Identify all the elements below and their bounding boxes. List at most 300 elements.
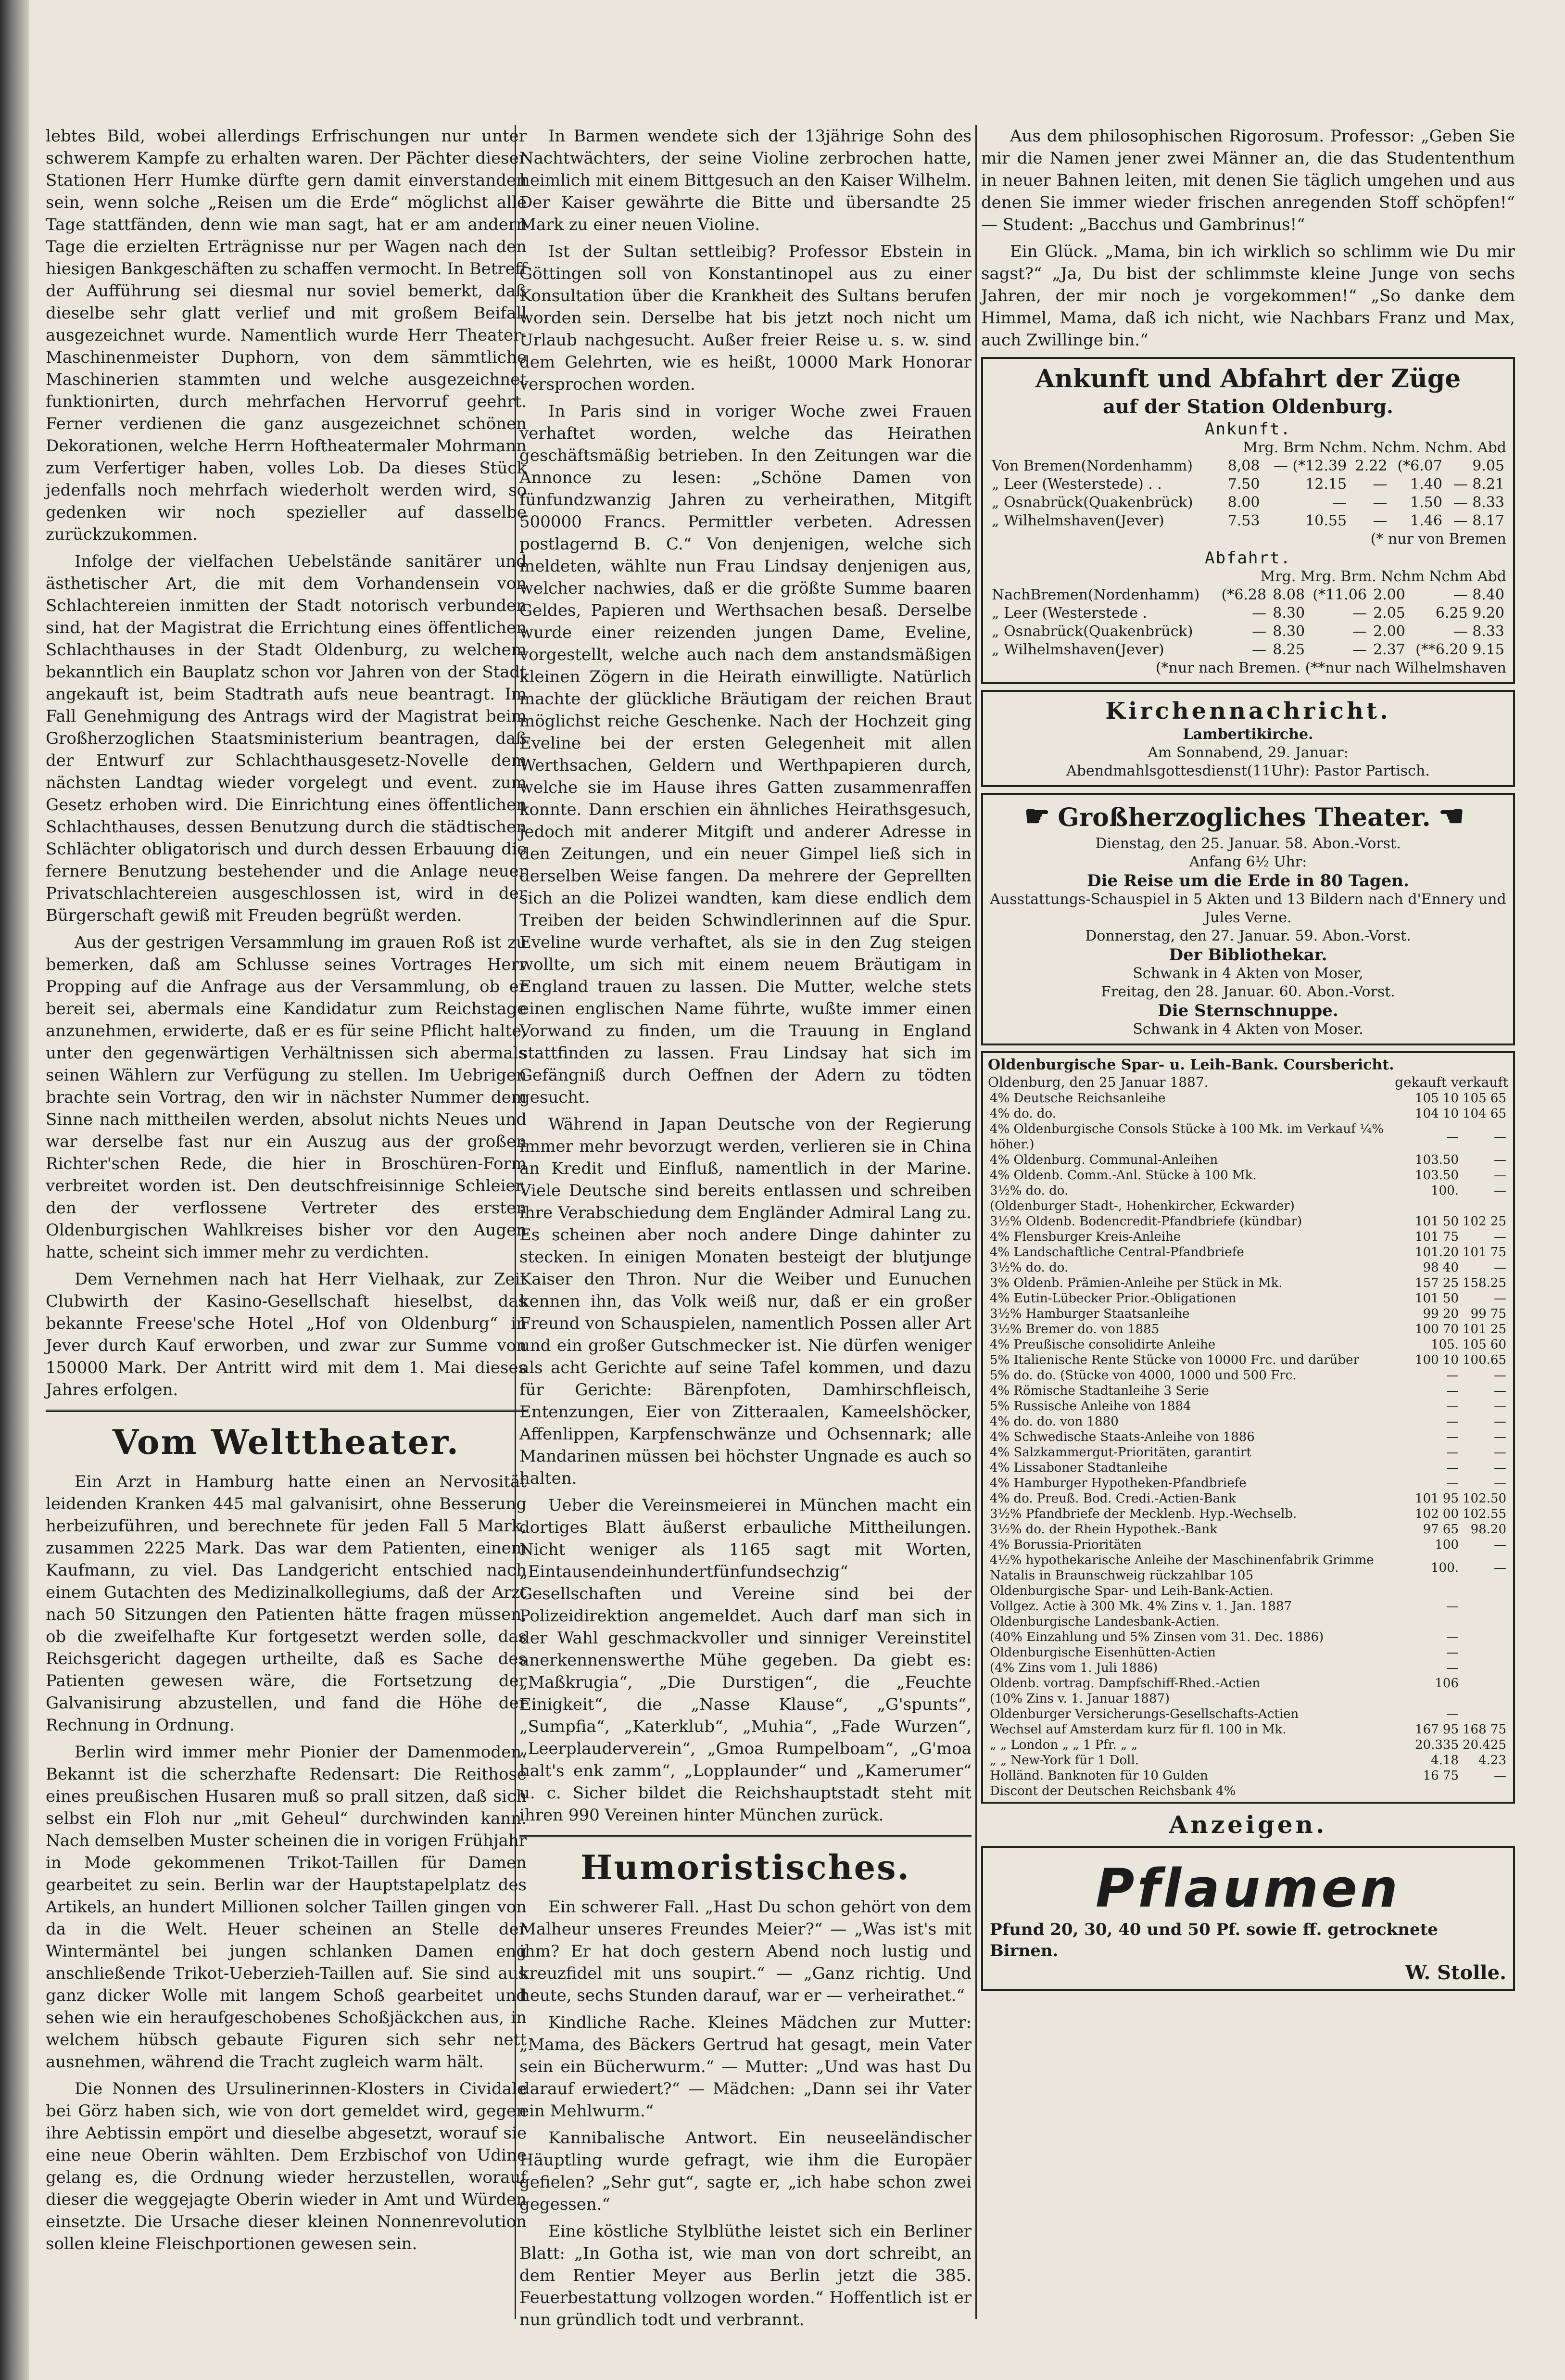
table-row: [988, 1491, 1508, 1506]
table-row: [988, 1337, 1508, 1352]
table-cell: 158.25: [1463, 1276, 1506, 1290]
table-cell: —: [1494, 1291, 1506, 1306]
theater-play-title: Der Bibliothekar.: [1169, 945, 1327, 965]
table-cell: 3½% do. do.: [990, 1184, 1069, 1198]
article-text: Ueber die Vereinsmeierei in München macht ein dortiges Blatt äußerst erbauliche Mittheilungen. Nicht weniger als 1165 sagt mit Worten, „Eintausendeinhundertfünfundsechzig“ Gesellschaften und Vereine sind bei der Polizeidirektion angemeldet. Auch darf man sich in der Wahl geschmackvoller und sinniger Vereinstitel anerkennenswerthe Mühe gegeben. Da giebt es: „Maßkrugia“, „Die Durstigen“, die „Feuchte Einigkeit“, die „Nasse Klause“, „G'spunts“, „Sumpfia“, „Katerklub“, „Muhia“, „Fade Wurzen“, „Leerplauderverein“, „Gmoa Rumpelboam“, „G'moa halt's enk zamm“, „Lopplaunder“ und „Kamerumer“ u. c. Sicher bildet die Reichshauptstadt steht mit ihren 990 Vereinen hinter München zurück.: [519, 1496, 972, 1825]
table-cell: 167 95: [1415, 1722, 1459, 1737]
table-cell: [1461, 1583, 1508, 1599]
table-cell: —: [1494, 1168, 1506, 1183]
table-cell: [1461, 1676, 1508, 1691]
table-cell: 100.65: [1463, 1353, 1506, 1367]
table-cell: —: [1252, 623, 1267, 640]
table-cell: 4% Deutsche Reichsanleihe: [990, 1091, 1166, 1106]
article-text: Infolge der vielfachen Uebelstände sanitärer und ästhetischer Art, die mit dem Vorhandensein von Schlachtereien inmitten der Stadt notorisch verbunden sind, hat der Magistrat die Errichtung eines öffentlichen Schlachthauses in der Stadt Oldenburg, zu welchem bekanntlich ein Bauplatz schon vor Jahren von der Stadt angekauft ist, beim Stadtrath aufs neue beantragt. Im Fall Genehmigung des Antrags wird der Magistrat beim Großherzoglichen Staatsministerium beantragen, daß der Entwurf zur Schlachthausgesetz-Novelle dem nächsten Landtag wieder vorgelegt und event. zum Gesetz erhoben wird. Die Einrichtung eines öffentlichen Schlachthauses, dessen Benutzung durch die städtischen Schlächter obligatorisch und durch dessen Erbauung die fernere Benutzung bestehender und die Anlage neuer Privatschlachtereien ausgeschlossen ist, wird in der Bürgerschaft gewiß mit Freuden begrüßt werden.: [46, 552, 527, 925]
table-cell: 101 25: [1463, 1322, 1506, 1336]
table-cell: [1413, 1198, 1461, 1214]
joke-text: Kindliche Rache. Kleines Mädchen zur Mutter: „Mama, des Bäckers Gertrud hat gesagt, mein Vater sein ein Bücherwurm.“ — Mutter: „Und was hast Du darauf erwiedert?“ — Mädchen: „Dann sei ihr Vater ein Mehlwurm.“: [519, 2013, 972, 2121]
ads-title: Anzeigen.: [1169, 1810, 1327, 1839]
table-cell: —: [1494, 1384, 1506, 1398]
table-cell: 8.30: [1273, 605, 1305, 622]
table-cell: Oldenburgische Eisenhütten-Actien: [990, 1645, 1216, 1660]
article-text: In Barmen wendete sich der 13jährige Sohn des Nachtwächters, der seine Violine zerbrochen hatte, heimlich mit einem Bittgesuch an den Kaiser Wilhelm. Der Kaiser gewährte die Bitte und übersandte 25 Mark zu einer neuen Violine.: [519, 127, 972, 234]
table-cell: 103.50: [1415, 1168, 1459, 1183]
table-cell: —: [1446, 1461, 1459, 1475]
table-row: [990, 457, 1506, 475]
church-service: Abendmahlsgottesdienst(11Uhr): Pastor Partisch.: [1066, 763, 1430, 779]
table-cell: —: [1494, 1445, 1506, 1460]
table-cell: —: [1446, 1707, 1459, 1721]
table-cell: 2.05: [1373, 605, 1405, 622]
table-row: [988, 1599, 1508, 1614]
theater-line: Ausstattungs-Schauspiel in 5 Akten und 13 Bildern nach d'Ennery und Jules Verne.: [990, 891, 1506, 926]
table-cell: 4% Flensburger Kreis-Anleihe: [990, 1230, 1181, 1244]
column-3: [981, 125, 1515, 1997]
table-cell: —: [1332, 494, 1347, 511]
table-cell: „ Leer (Westerstede) . .: [992, 476, 1162, 493]
table-cell: [1413, 1583, 1461, 1599]
table-cell: [1461, 1614, 1508, 1629]
table-cell: —: [1494, 1230, 1506, 1244]
table-cell: (*6.07: [1397, 458, 1442, 474]
theater-line: Donnerstag, den 27. Januar. 59. Abon.-Vorst.: [1085, 928, 1411, 944]
table-cell: —: [1446, 1130, 1459, 1144]
column-header-sold: verkauft: [1451, 1074, 1508, 1090]
table-cell: 105.: [1431, 1337, 1459, 1352]
church-date: Am Sonnabend, 29. Januar:: [1148, 744, 1349, 761]
table-cell: 3% Oldenb. Prämien-Anleihe per Stück in Mk.: [990, 1276, 1283, 1290]
theater-play-title: Die Reise um die Erde in 80 Tagen.: [1087, 871, 1409, 891]
table-row: [988, 1383, 1508, 1399]
table-cell: 6.25 9.20: [1435, 605, 1504, 622]
table-row: [990, 641, 1506, 659]
theater-line: Schwank in 4 Akten von Moser,: [1133, 965, 1363, 982]
table-cell: 106: [1435, 1676, 1459, 1691]
train-title: Ankunft und Abfahrt der Züge: [1035, 364, 1461, 394]
table-cell: Von Bremen(Nordenhamm): [992, 458, 1193, 474]
table-cell: „ Wilhelmshaven(Jever): [992, 641, 1164, 658]
ad-box: [981, 1846, 1515, 1991]
table-cell: 102 00: [1415, 1507, 1459, 1521]
table-cell: 105 65: [1463, 1091, 1506, 1106]
article-text: Berlin wird immer mehr Pionier der Damenmoden. Bekannt ist die scherzhafte Redensart: Die Reithose eines preußischen Husaren muß so prall sitzen, daß sich selbst ein Floh nur „mit Geheul“ durchwinden kann. Nach demselben Muster scheinen die in vorigen Frühjahr in Mode gekommenen Trikot-Taillen für Damen gearbeitet zu sein. Berlin war der Hauptstapelplatz des Artikels, an hundert Millionen solcher Taillen gingen von da in die Welt. Heuer scheinen an Stelle der Wintermäntel bei jungen schlanken Damen eng anschließende Trikot-Ueberzieh-Taillen auf. Sie sind aus ganz dicker Wolle mit langem Schoß gearbeitet und sehen wie ein heraufgeschobenes Schoßjäckchen aus, in welchem hübsch gebaute Figuren sich sehr nett ausnehmen, während die Tracht zugleich warm hält.: [46, 1743, 527, 2072]
table-cell: 101 50: [1415, 1214, 1459, 1229]
table-row: [988, 1306, 1508, 1322]
table-cell: 3½% Hamburger Staatsanleihe: [990, 1307, 1190, 1321]
table-row: [988, 1260, 1508, 1275]
table-cell: „ Wilhelmshaven(Jever): [992, 512, 1164, 529]
table-cell: 4% Borussia-Prioritäten: [990, 1538, 1142, 1552]
table-row: [988, 1152, 1508, 1168]
table-cell: 4% Preußische consolidirte Anleihe: [990, 1337, 1216, 1352]
table-cell: 99 75: [1470, 1307, 1506, 1321]
table-row: [988, 1691, 1508, 1706]
table-cell: [1461, 1645, 1508, 1660]
table-cell: 4% Hamburger Hypotheken-Pfandbriefe: [990, 1476, 1247, 1490]
table-cell: 100 10: [1415, 1353, 1459, 1367]
table-cell: 4% Landschaftliche Central-Pfandbriefe: [990, 1245, 1244, 1260]
table-cell: —: [1494, 1476, 1506, 1490]
table-cell: 99 20: [1423, 1307, 1459, 1321]
table-cell: 3½% do. do.: [990, 1260, 1069, 1275]
table-cell: 8,08: [1227, 458, 1260, 474]
table-cell: Oldenburgische Landesbank-Actien.: [990, 1615, 1220, 1629]
table-row: [988, 1168, 1508, 1183]
article-text: Dem Vernehmen nach hat Herr Vielhaak, zur Zeit Clubwirth der Kasino-Gesellschaft hieselbst, das bekannte Freese'sche Hotel „Hof von Oldenburg“ in Jever durch Kauf erworben, und zwar zur Summe von 150000 Mark. Der Antritt wird mit dem 1. Mai dieses Jahres erfolgen.: [46, 1270, 527, 1400]
article-text: Die Nonnen des Ursulinerinnen-Klosters in Cividale bei Görz haben sich, wie von dort gemeldet wird, gegen ihre Aebtissin empört und dieselbe abgesetzt, worauf sie eine neue Oberin wählten. Dem Erzbischof von Udine gelang es, die Ordnung wieder herzustellen, worauf dieser die weggejagte Oberin wieder in Amt und Würden einsetzte. Die Ursache dieser kleinen Nonnenrevolution sollen kleine Fleischportionen gewesen sein.: [46, 2079, 527, 2253]
table-cell: „ Osnabrück(Quakenbrück): [992, 623, 1193, 640]
table-cell: 4% Römische Stadtanleihe 3 Serie: [990, 1384, 1209, 1398]
table-row: [990, 623, 1506, 641]
table-row: [988, 1583, 1508, 1599]
article-text: In Paris sind in voriger Woche zwei Frauen verhaftet worden, welche das Heirathen geschäftsmäßig betrieben. In den Zeitungen war die Annonce zu lesen: „Schöne Damen von fünfundzwanzig Jahren zu verheirathen, Mitgift 500000 Francs. Permittler verbeten. Adressen postlagernd B. C.“ Von denjenigen, welche sich meldeten, wählte nun Frau Lindsay denjenigen aus, welcher nachwies, daß er die größte Summe baaren Geldes, Papieren und Werthsachen besaß. Derselbe wurde einer reizenden jungen Dame, Eveline, vorgestellt, welche auch nach dem anstandsmäßigen kleinen Zögern in die Heirath einwilligte. Natürlich machte der glückliche Bräutigam der reichen Braut möglichst reiche Geschenke. Nach der Hochzeit ging Eveline bei der ersten Gelegenheit mit allen Werthsachen, Geldern und Werthpapieren durch, welche sie im Hause ihres Gatten zusammenraffen konnte. Dann erschien ein ähnliches Heirathsgesuch, jedoch mit anderer Mitgift und anderer Adresse in den Zeitungen, und ein neuer Gimpel ließ sich in derselben Weise fangen. Da mehrere der Geprellten sich an die Polizei wandten, kam diese endlich dem Treiben der beiden Schwindlerinnen auf die Spur. Eveline wurde verhaftet, als sie in den Zug steigen wollte, um sich mit einem neuem Bräutigam in England trauen zu lassen. Die Mutter, welche stets einen englischen Name führte, wußte immer einen Vorwand zu finden, um die Trauung in England stattfinden zu lassen. Frau Lindsay hat sich im Gefängniß durch Oeffnen der Adern zu tödten gesucht.: [519, 402, 972, 1107]
table-cell: —: [1373, 476, 1388, 493]
table-cell: 2.00: [1373, 623, 1405, 640]
table-row: [988, 1183, 1508, 1198]
table-cell: [1461, 1660, 1508, 1676]
table-row: [988, 1399, 1508, 1414]
table-cell: —: [1494, 1184, 1506, 1198]
table-row: [988, 1106, 1508, 1121]
article-text: Aus der gestrigen Versammlung im grauen Roß ist zu bemerken, daß am Schlusse seines Vortrages Herr Propping auf die Anfrage aus der Versammlung, ob er bereit sei, abermals eine Kandidatur zum Reichstage anzunehmen, erwiderte, daß er es für seine Pflicht halte, unter den gegenwärtigen Verhältnissen sich abermals seinen Wählern zur Verfügung zu stellen. Im Uebrigen brachte sein Vortrag, den wir in nächster Nummer dem Sinne nach mittheilen werden, absolut nichts Neues und war derselbe fast nur ein Auszug aus der großen Richter'schen Rede, die hier in Broschüren-Form verbreitet worden ist. Den deutschfreisinnige Schleier, den der verflossene Vertreter des ersten Oldenburgischen Wahlkreises bisher vor den Augen hatte, scheint sich immer mehr zu verdichten.: [46, 933, 527, 1262]
table-row: [988, 1737, 1508, 1753]
table-cell: —: [1352, 641, 1367, 658]
table-row: [988, 1768, 1508, 1783]
table-cell: 102 25: [1463, 1214, 1506, 1229]
bank-title: Oldenburgische Spar- u. Leih-Bank. Coursbericht.: [988, 1056, 1394, 1073]
joke-text: Kannibalische Antwort. Ein neuseeländischer Häuptling wurde gefragt, wie ihm die Europäer gefielen? „Sehr gut“, sagte er, „ich habe schon zwei gegessen.“: [519, 2128, 972, 2214]
column-header-bought: gekauft: [1395, 1074, 1447, 1090]
table-cell: 4% do. Preuß. Bod. Credi.-Actien-Bank: [990, 1491, 1236, 1506]
theater-line: Anfang 6½ Uhr:: [1189, 853, 1307, 870]
table-cell: 3½% Bremer do. von 1885: [990, 1322, 1160, 1336]
table-cell: [1461, 1691, 1508, 1706]
bank-rates: [981, 1051, 1515, 1804]
arrival-columns: Mrg. Brm Nchm. Nchm. Nchm. Abd: [1243, 439, 1506, 456]
table-cell: (10% Zins v. 1. Januar 1887): [990, 1692, 1170, 1706]
table-cell: 16 75: [1423, 1769, 1459, 1783]
table-cell: —: [1373, 494, 1388, 511]
table-cell: [1413, 1691, 1461, 1706]
table-cell: 4% Oldenburgische Consols Stücke à 100 Mk. im Verkauf ¼% höher.): [990, 1122, 1384, 1152]
table-cell: 4% Lissaboner Stadtanleihe: [990, 1461, 1168, 1475]
table-cell: —: [1446, 1445, 1459, 1460]
article-text: Während in Japan Deutsche von der Regierung immer mehr bevorzugt werden, verlieren sie in China an Kredit und Einfluß, namentlich in der Marine. Viele Deutsche sind bereits entlassen und schreiben ihre Verabschiedung dem Engländer Admiral Lang zu. Es scheinen aber noch andere Dinge dahinter zu stecken. In einigen Monaten besteigt der blutjunge Kaiser den Thron. Nur die Weiber und Eunuchen kennen ihn, das Volk weiß nur, daß er ein großer Freund von Schauspielen, namentlich Possen aller Art und ein großer Gutschmecker ist. Nie dürfen weniger als acht Gerichte auf seine Tafel kommen, und dazu für Gerichte: Bärenpfoten, Damhirschfleisch, Entenzungen, Eier von Zitteraalen, Kameelshöcker, Affenlippen, Karpfenschwänze und Ochsennark; alle Mandarinen müssen bei höchster Ungnade es auch so halten.: [519, 1115, 972, 1488]
table-cell: 4.18: [1431, 1753, 1459, 1768]
table-cell: —: [1352, 605, 1367, 622]
table-cell: [1461, 1706, 1508, 1722]
table-cell: [1413, 1783, 1461, 1799]
table-cell: —: [1494, 1153, 1506, 1167]
table-cell: „ Leer (Westerstede .: [992, 605, 1148, 622]
table-cell: 4% Oldenb. Comm.-Anl. Stücke à 100 Mk.: [990, 1168, 1257, 1183]
table-cell: 3½% do. der Rhein Hypothek.-Bank: [990, 1522, 1217, 1537]
arrival-note: (* nur von Bremen: [1370, 531, 1506, 547]
table-cell: —: [1446, 1630, 1459, 1644]
table-cell: 4% Salzkammergut-Prioritäten, garantirt: [990, 1445, 1251, 1460]
table-cell: 4½% hypothekarische Anleihe der Maschinenfabrik Grimme Natalis in Braunschweig rückzahlbar 105: [990, 1553, 1374, 1583]
theater-notice: [981, 793, 1515, 1045]
table-row: [988, 1706, 1508, 1722]
table-row: [990, 475, 1506, 494]
table-cell: —: [1446, 1384, 1459, 1398]
table-row: [988, 1121, 1508, 1152]
table-cell: — 8.40: [1453, 586, 1504, 603]
joke-text: Ein Glück. „Mama, bin ich wirklich so schlimm wie Du mir sagst?“ „Ja, Du bist der schlimmste kleine Junge von sechs Jahren, der mir noch je vorgekommen!“ „So danke dem Himmel, Mama, daß ich nicht, wie Nachbars Franz und Max, auch Zwillinge bin.“: [981, 242, 1515, 350]
table-cell: 12.15: [1305, 476, 1347, 493]
page-binding-edge: [0, 0, 29, 2380]
table-row: [988, 1460, 1508, 1476]
section-rule: [46, 1410, 527, 1412]
article-text: lebtes Bild, wobei allerdings Erfrischungen nur unter schwerem Kampfe zu erhalten waren. Der Pächter dieser Stationen Herr Humke dürfte gern damit einverstanden sein, wenn solche „Reisen um die Erde“ möglichst alle Tage stattfänden, denn wie man sagt, hat er am andern Tage die erzielten Erträgnisse nur per Wagen nach den hiesigen Bankgeschäften zu schaffen vermocht. In Betreff der Aufführung sei diesmal nur soviel bemerkt, daß dieselbe sehr glatt verlief und mit großem Beifall ausgezeichnet wurde. Namentlich wurde Herr Theater-Maschinenmeister Duphorn, von dem sämmtliche Maschinerien stammten und welche ausgezeichnet funktionirten, durch mehrfachen Hervorruf geehrt. Ferner verdienen die ganz ausgezeichnet schönen Dekorationen, welche Herrn Hoftheatermaler Mohrmann zum Verfertiger haben, volles Lob. Da dieses Stück jedenfalls noch mehrfach wiederholt werden wird, so gedenken wir noch spezieller auf dasselbe zurückzukommen.: [46, 127, 527, 544]
table-row: [988, 1660, 1508, 1676]
pointing-hand-icon: ☛: [1438, 800, 1464, 833]
table-cell: 97 65: [1423, 1522, 1459, 1537]
table-cell: 4% Oldenburg. Communal-Anleihen: [990, 1153, 1218, 1167]
ad-signature: W. Stolle.: [1405, 1961, 1506, 1984]
article-text: Ein Arzt in Hamburg hatte einen an Nervosität leidenden Kranken 445 mal galvanisirt, ohne Besserung herbeizuführen, und berechnete für jeden Fall 5 Mark, zusammen 2225 Mark. Das war dem Patienten, einem Kaufmann, zu viel. Das Landgericht entschied nach einem Gutachten des Medizinalkollegiums, daß der Arzt nach 50 Sitzungen den Patienten hätte fragen müssen, ob die zweifelhafte Kur fortgesetzt werden solle, das Reichsgericht dagegen urtheilte, daß es Sache des Patienten gewesen wäre, die Fortsetzung der Galvanisirung abzustellen, und fand die Höhe der Rechnung in Ordnung.: [46, 1472, 527, 1735]
table-cell: 10.55: [1305, 512, 1347, 529]
table-cell: —: [1446, 1599, 1459, 1614]
table-row: [988, 1676, 1508, 1691]
table-cell: Vollgez. Actie à 300 Mk. 4% Zins v. 1. Jan. 1887: [990, 1599, 1292, 1614]
table-cell: 5% Italienische Rente Stücke von 10000 Frc. und darüber: [990, 1353, 1359, 1367]
table-cell: — 8.21: [1453, 476, 1504, 493]
table-cell: Oldenb. vortrag. Dampfschiff-Rhed.-Actien: [990, 1676, 1261, 1691]
table-cell: 101 50: [1415, 1291, 1459, 1306]
table-cell: 1.50: [1410, 494, 1442, 511]
table-cell: —: [1446, 1476, 1459, 1490]
table-cell: —: [1446, 1430, 1459, 1444]
section-heading: Vom Welttheater.: [112, 1422, 460, 1462]
table-cell: (**6.20 9.15: [1415, 641, 1504, 658]
table-row: [988, 1214, 1508, 1229]
table-cell: 102.50: [1463, 1491, 1506, 1506]
table-cell: 20.425: [1463, 1738, 1506, 1752]
table-cell: Oldenburgische Spar- und Leih-Bank-Actien.: [990, 1584, 1274, 1598]
table-cell: [1461, 1783, 1508, 1799]
table-cell: Oldenburger Versicherungs-Gesellschafts-Actien: [990, 1707, 1299, 1721]
table-cell: 100.: [1431, 1561, 1459, 1575]
table-cell: 8.30: [1273, 623, 1305, 640]
table-cell: 7.53: [1227, 512, 1260, 529]
table-cell: —: [1352, 623, 1367, 640]
table-cell: 9.05: [1472, 458, 1504, 474]
table-cell: 20.335: [1415, 1738, 1459, 1752]
table-cell: 2.37: [1373, 641, 1405, 658]
theater-line: Schwank in 4 Akten von Moser.: [1133, 1021, 1363, 1038]
departure-note: (*nur nach Bremen. (**nur nach Wilhelmshaven: [1155, 660, 1506, 676]
theater-play-title: Die Sternschnuppe.: [1158, 1001, 1338, 1020]
section-heading: Humoristisches.: [581, 1847, 910, 1887]
table-cell: 103.50: [1415, 1153, 1459, 1167]
table-row: [990, 604, 1506, 623]
table-row: [988, 1614, 1508, 1629]
theater-line: Freitag, den 28. Januar. 60. Abon.-Vorst.: [1101, 983, 1395, 1000]
table-row: [988, 1522, 1508, 1537]
table-cell: Holländ. Banknoten für 10 Gulden: [990, 1769, 1208, 1783]
table-cell: —: [1494, 1561, 1506, 1575]
table-row: [988, 1322, 1508, 1337]
ad-headline: Pflaumen: [1095, 1858, 1401, 1919]
table-cell: 1.46: [1410, 512, 1442, 529]
church-title: Kirchennachricht.: [1105, 698, 1391, 725]
table-cell: [1413, 1614, 1461, 1629]
table-cell: (4% Zins vom 1. Juli 1886): [990, 1661, 1158, 1675]
table-cell: 157 25: [1415, 1276, 1459, 1290]
departure-heading: Abfahrt.: [1205, 548, 1291, 568]
table-cell: Discont der Deutschen Reichsbank 4%: [990, 1784, 1236, 1798]
table-cell: 4% do. do.: [990, 1107, 1056, 1121]
table-cell: —: [1494, 1368, 1506, 1383]
table-cell: 100 70: [1415, 1322, 1459, 1336]
table-cell: 4% Eutin-Lübecker Prior.-Obligationen: [990, 1291, 1237, 1306]
table-cell: (*6.28: [1221, 586, 1267, 603]
ad-text: Pfund 20, 30, 40 und 50 Pf. sowie ff. getrocknete Birnen.: [990, 1920, 1438, 1960]
table-cell: — (*12.39: [1273, 458, 1347, 474]
table-cell: — 8.17: [1453, 512, 1504, 529]
ads-section: [981, 1809, 1515, 1991]
table-cell: 104 10: [1415, 1107, 1459, 1121]
table-cell: 4% do. do. von 1880: [990, 1414, 1119, 1429]
table-cell: 2.22: [1355, 458, 1388, 474]
table-cell: — 8.33: [1453, 623, 1504, 640]
table-row: [988, 1368, 1508, 1383]
table-cell: 4.23: [1478, 1753, 1506, 1768]
section-rule: [519, 1835, 972, 1837]
bank-date: Oldenburg, den 25 Januar 1887.: [988, 1074, 1209, 1090]
table-row: [988, 1783, 1508, 1799]
table-cell: 2.00: [1373, 586, 1405, 603]
table-cell: 105 60: [1463, 1337, 1506, 1352]
table-cell: 1.40: [1410, 476, 1442, 493]
table-cell: 98.20: [1470, 1522, 1506, 1537]
table-row: [988, 1645, 1508, 1660]
table-cell: 4% Schwedische Staats-Anleihe von 1886: [990, 1430, 1255, 1444]
table-cell: —: [1446, 1399, 1459, 1413]
table-row: [988, 1091, 1508, 1106]
table-row: [988, 1245, 1508, 1260]
train-subtitle: auf der Station Oldenburg.: [1103, 395, 1393, 418]
table-cell: —: [1494, 1461, 1506, 1475]
table-cell: (*11.06: [1313, 586, 1367, 603]
table-cell: Wechsel auf Amsterdam kurz für fl. 100 in Mk.: [990, 1722, 1287, 1737]
table-row: [988, 1291, 1508, 1306]
table-cell: „ „ New-York für 1 Doll.: [990, 1753, 1139, 1768]
table-cell: 101 75: [1463, 1245, 1506, 1260]
table-row: [988, 1445, 1508, 1460]
table-cell: —: [1252, 605, 1267, 622]
table-cell: —: [1252, 641, 1267, 658]
table-cell: 7.50: [1227, 476, 1260, 493]
table-cell: 100.: [1431, 1184, 1459, 1198]
church-notice: [981, 690, 1515, 787]
table-cell: [1461, 1629, 1508, 1645]
table-cell: —: [1494, 1260, 1506, 1275]
table-cell: 168 75: [1463, 1722, 1506, 1737]
column-divider: [975, 125, 977, 2319]
table-cell: 104 65: [1463, 1107, 1506, 1121]
table-row: [988, 1429, 1508, 1445]
table-cell: —: [1446, 1414, 1459, 1429]
train-schedule: [981, 357, 1515, 684]
table-row: [990, 512, 1506, 530]
table-cell: 3½% Pfandbriefe der Mecklenb. Hyp.-Wechselb.: [990, 1507, 1297, 1521]
joke-text: Eine köstliche Stylblüthe leistet sich ein Berliner Blatt: „In Gotha ist, wie man von dort schreibt, an dem Rentier Meyer aus Berlin jetzt die 385. Feuerbestattung vollzogen worden.“ Hoffentlich ist er nun gründlich todt und verbrannt.: [519, 2222, 972, 2329]
table-cell: 98 40: [1423, 1260, 1459, 1275]
table-row: [988, 1553, 1508, 1583]
table-row: [990, 586, 1506, 604]
table-row: [988, 1198, 1508, 1214]
table-cell: [1461, 1198, 1508, 1214]
article-text: Ist der Sultan settleibig? Professor Ebstein in Göttingen soll von Konstantinopel aus zu einer Konsultation über die Krankheit des Sultans berufen worden sein. Derselbe hat bis jetzt noch nicht um Urlaub nachgesucht. Außer freier Reise u. s. w. sind dem Gelehrten, wie es heißt, 10000 Mark Honorar versprochen worden.: [519, 242, 972, 394]
column-1: [46, 125, 527, 2260]
table-row: [988, 1506, 1508, 1522]
table-cell: „ Osnabrück(Quakenbrück): [992, 494, 1193, 511]
column-2: [519, 125, 972, 2336]
table-cell: 3½% Oldenb. Bodencredit-Pfandbriefe (kündbar): [990, 1214, 1302, 1229]
table-cell: 105 10: [1415, 1091, 1459, 1106]
table-cell: „ „ London „ „ 1 Pfr. „ „: [990, 1738, 1138, 1752]
table-row: [988, 1275, 1508, 1291]
table-cell: [1461, 1599, 1508, 1614]
bank-table: [988, 1091, 1508, 1799]
table-cell: (Oldenburger Stadt-, Hohenkircher, Eckwarder): [990, 1199, 1295, 1213]
table-cell: 8.25: [1273, 641, 1305, 658]
table-row: [988, 1414, 1508, 1429]
table-cell: 102.55: [1463, 1507, 1506, 1521]
departure-table: [990, 586, 1506, 659]
table-cell: —: [1494, 1130, 1506, 1144]
table-cell: 8.08: [1273, 586, 1305, 603]
table-cell: — 8.33: [1453, 494, 1504, 511]
table-cell: —: [1494, 1769, 1506, 1783]
table-row: [988, 1352, 1508, 1368]
table-cell: NachBremen(Nordenhamm): [992, 586, 1200, 603]
theater-line: Dienstag, den 25. Januar. 58. Abon.-Vorst.: [1095, 835, 1401, 852]
table-row: [988, 1722, 1508, 1737]
pointing-hand-icon: ☛: [1024, 800, 1050, 833]
table-row: [988, 1229, 1508, 1245]
table-cell: —: [1494, 1538, 1506, 1552]
table-cell: 101 95: [1415, 1491, 1459, 1506]
theater-title: Großherzogliches Theater.: [1058, 803, 1431, 832]
joke-text: Ein schwerer Fall. „Hast Du schon gehört von dem Malheur unseres Freundes Meier?“ — „Was ist's mit ihm? Er hat doch gestern Abend noch lustig und kreuzfidel mit uns soupirt.“ — „Ganz richtig. Und heute, sechs Stunden darauf, war er — verheirathet.“: [519, 1897, 972, 2005]
table-cell: 5% do. do. (Stücke von 4000, 1000 und 500 Frc.: [990, 1368, 1297, 1383]
arrival-heading: Ankunft.: [1205, 420, 1291, 439]
table-cell: (40% Einzahlung und 5% Zinsen vom 31. Dec. 1886): [990, 1630, 1324, 1644]
table-cell: —: [1373, 512, 1388, 529]
table-cell: —: [1494, 1399, 1506, 1413]
table-cell: 8.00: [1227, 494, 1260, 511]
departure-columns: Mrg. Mrg. Brm. Nchm Nchm Abd: [1260, 568, 1506, 585]
table-cell: —: [1494, 1414, 1506, 1429]
church-name: Lambertikirche.: [1183, 726, 1313, 743]
table-cell: 5% Russische Anleihe von 1884: [990, 1399, 1191, 1413]
table-cell: —: [1446, 1368, 1459, 1383]
table-cell: 101 75: [1415, 1230, 1459, 1244]
arrival-table: [990, 457, 1506, 530]
table-row: [990, 494, 1506, 512]
joke-text: Aus dem philosophischen Rigorosum. Professor: „Geben Sie mir die Namen jener zwei Männer an, die das Studententhum in neuer Bahnen leiten, mit denen Sie täglich umgehen und aus denen Sie immer wieder frischen anregenden Stoff schöpfen!“ — Student: „Bacchus und Gambrinus!“: [981, 127, 1515, 234]
table-cell: —: [1446, 1645, 1459, 1660]
table-row: [988, 1537, 1508, 1553]
table-cell: 100: [1435, 1538, 1459, 1552]
table-row: [988, 1753, 1508, 1768]
table-cell: —: [1494, 1430, 1506, 1444]
table-cell: 101.20: [1415, 1245, 1459, 1260]
table-cell: —: [1446, 1661, 1459, 1675]
table-row: [988, 1476, 1508, 1491]
